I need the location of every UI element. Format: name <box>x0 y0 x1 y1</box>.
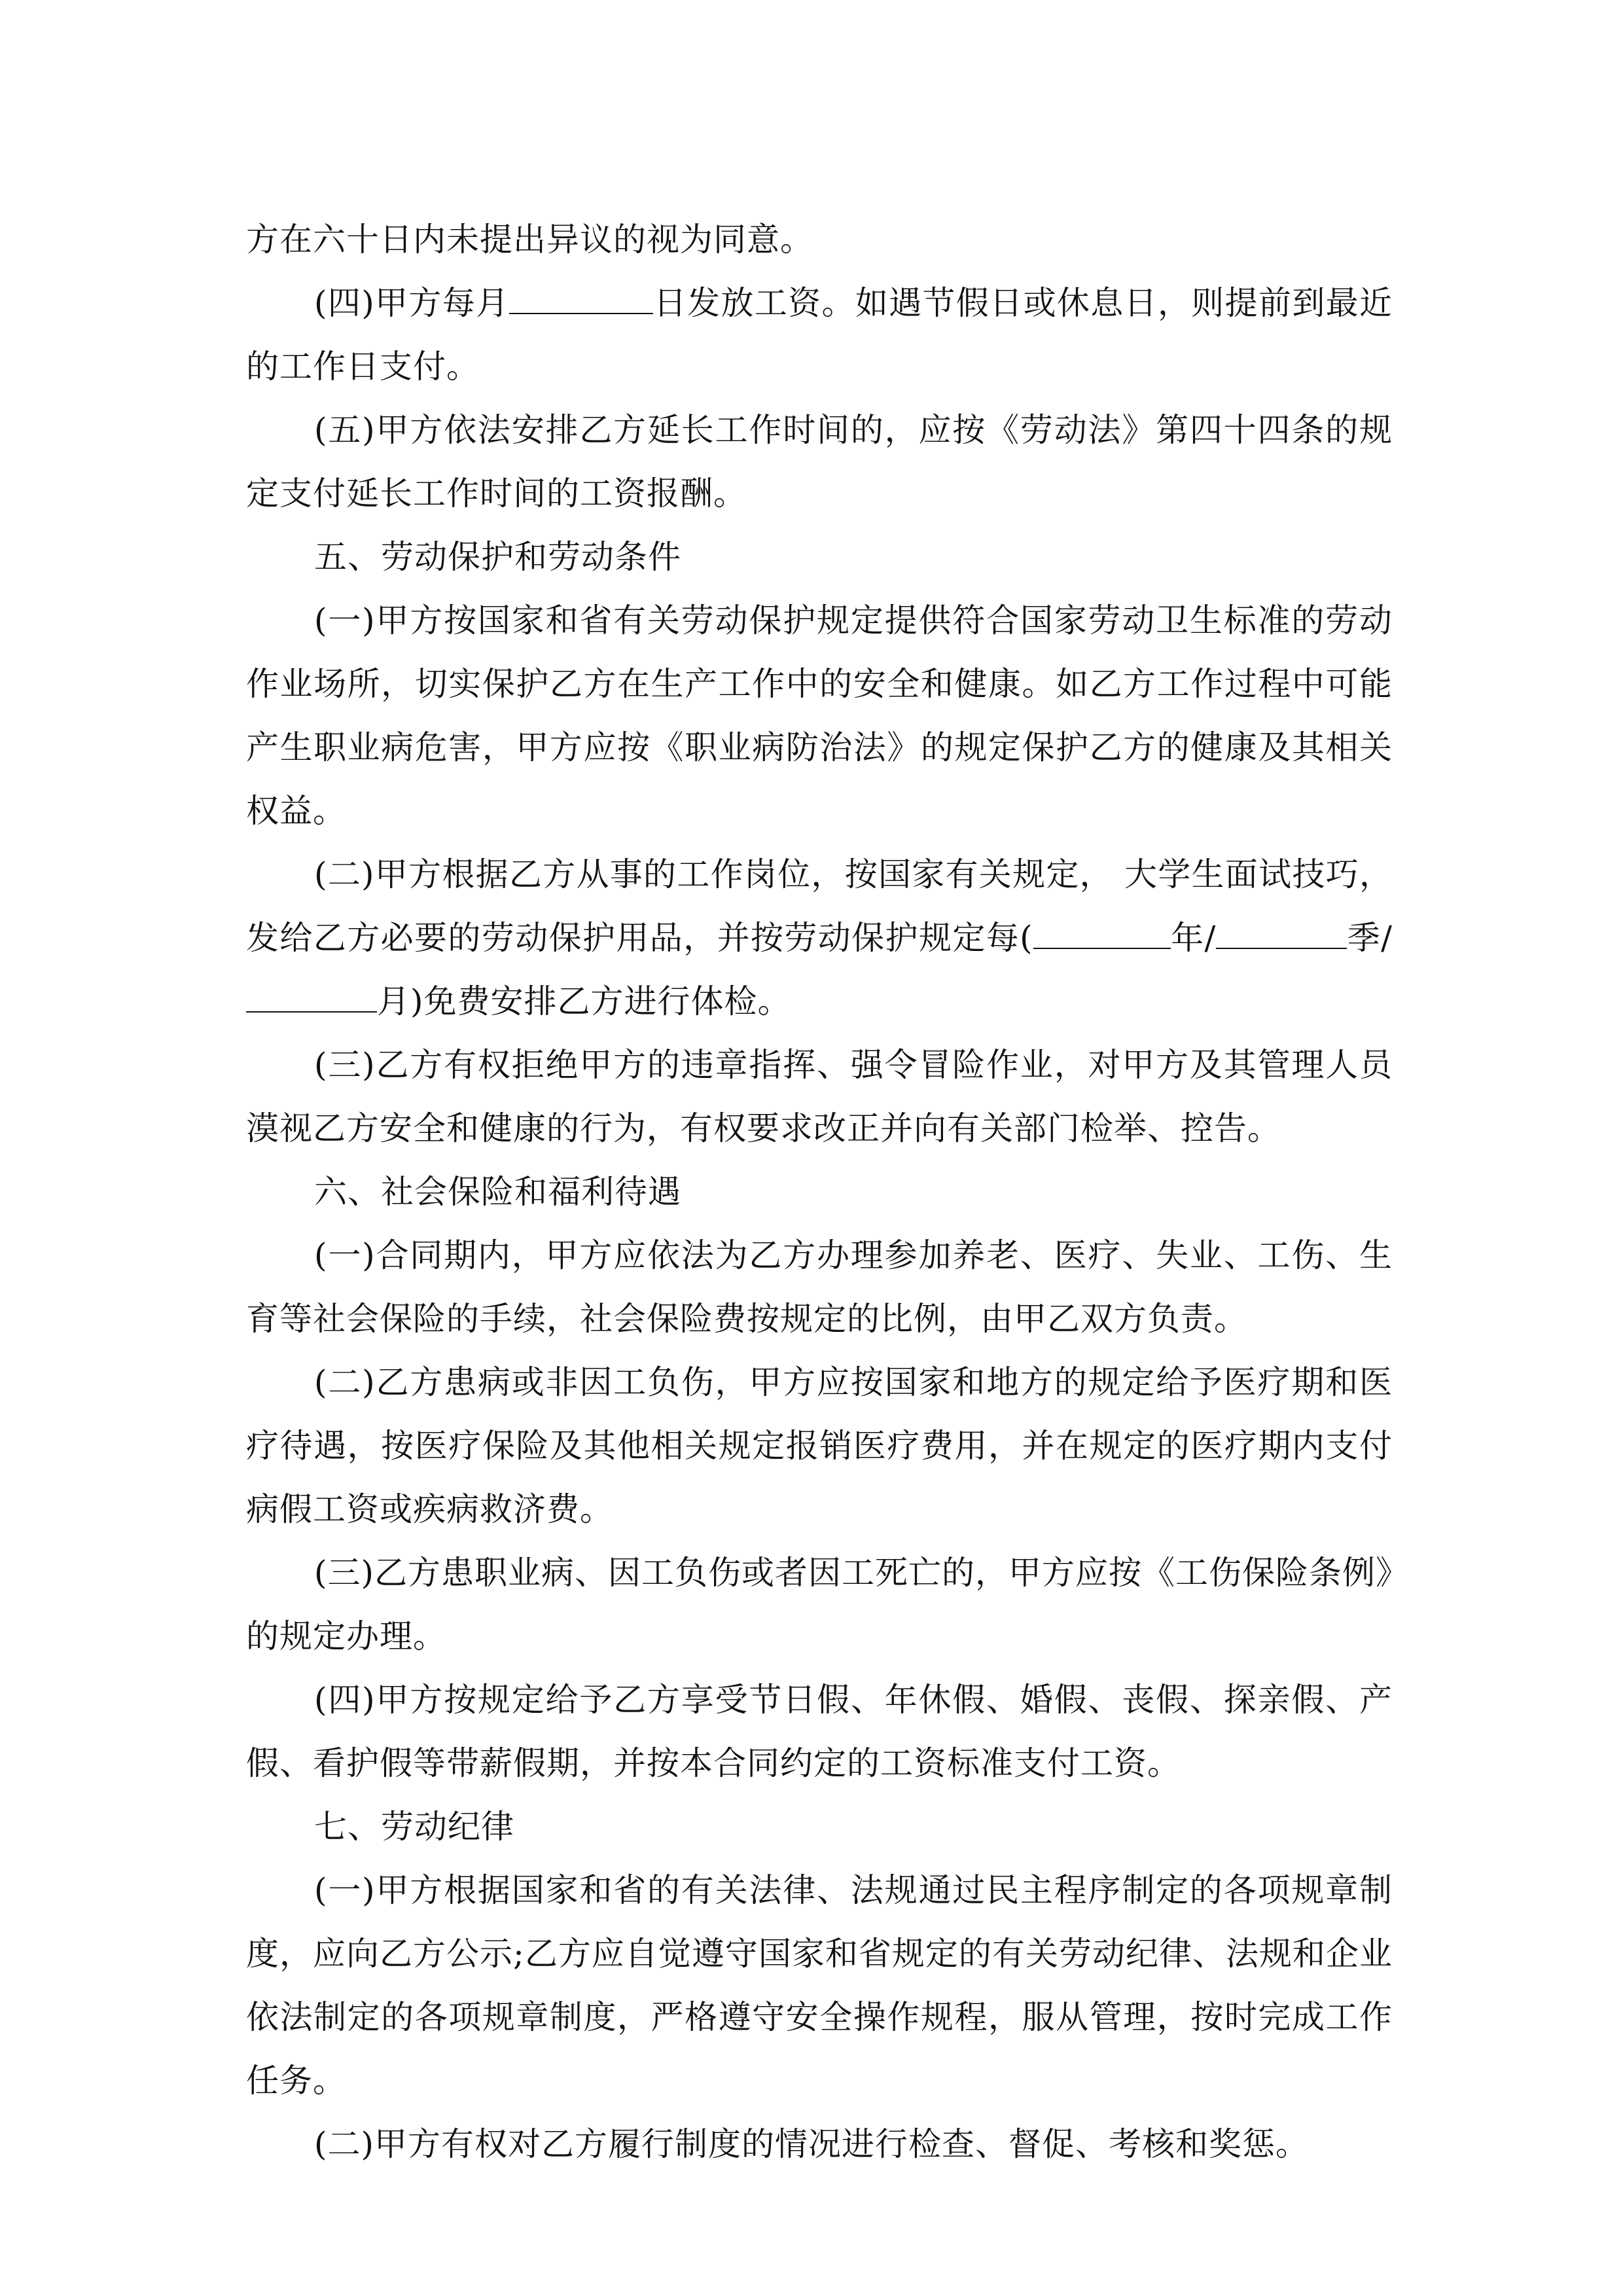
section-heading-labor-discipline: 七、劳动纪律 <box>314 1808 514 1846</box>
exam-season-label: 季/ <box>1347 919 1393 957</box>
paragraph-paid-leave: (四)甲方按规定给予乙方享受节日假、年休假、婚假、丧假、探亲假、产假、看护假等带薪假期，并按本合同约定的工资标准支付工资。 <box>246 1681 1393 1782</box>
paragraph-protective-equipment <box>246 843 1393 1033</box>
exam-month-blank[interactable] <box>246 982 377 1013</box>
salary-date-lead: (四)甲方每月 <box>314 284 510 322</box>
paragraph-refuse-unsafe-work: (三)乙方有权拒绝甲方的违章指挥、强令冒险作业，对甲方及其管理人员漠视乙方安全和健康的行为，有权要求改正并向有关部门检举、控告。 <box>246 1046 1393 1147</box>
paragraph-continuation: 方在六十日内未提出异议的视为同意。 <box>246 221 813 259</box>
paragraph-insurance-enrollment: (一)合同期内，甲方应依法为乙方办理参加养老、医疗、失业、工伤、生育等社会保险的手续，社会保险费按规定的比例，由甲乙双方负责。 <box>246 1236 1393 1338</box>
paragraph-medical-treatment: (二)乙方患病或非因工负伤，甲方应按国家和地方的规定给予医疗期和医疗待遇，按医疗保险及其他相关规定报销医疗费用，并在规定的医疗期内支付病假工资或疾病救济费。 <box>246 1363 1393 1528</box>
equipment-lead: (二)甲方根据乙方从事的工作岗位，按国家有关规定， 大学生面试技巧，发给乙方必要的劳动保护用品，并按劳动保护规定每( <box>246 855 1393 957</box>
salary-date-blank[interactable] <box>509 284 653 314</box>
exam-year-blank[interactable] <box>1033 919 1171 949</box>
section-heading-social-insurance: 六、社会保险和福利待遇 <box>314 1173 681 1211</box>
salary-date-tail: 日发放工资。如遇节假日或休息日，则提前到最近的工作日支付。 <box>246 284 1393 386</box>
exam-month-label: 月)免费安排乙方进行体检。 <box>377 982 791 1020</box>
exam-season-blank[interactable] <box>1216 919 1347 949</box>
document-body <box>246 208 1393 2176</box>
paragraph-salary-date <box>246 272 1393 399</box>
paragraph-rules-regulations: (一)甲方根据国家和省的有关法律、法规通过民主程序制定的各项规章制度，应向乙方公示;乙方应自觉遵守国家和省规定的有关劳动纪律、法规和企业依法制定的各项规章制度，严格遵守安全操作规程，服从管理，按时完成工作任务。 <box>246 1871 1393 2100</box>
paragraph-overtime-pay: (五)甲方依法安排乙方延长工作时间的，应按《劳动法》第四十四条的规定支付延长工作时间的工资报酬。 <box>246 411 1393 512</box>
paragraph-inspection-rewards: (二)甲方有权对乙方履行制度的情况进行检查、督促、考核和奖惩。 <box>314 2125 1310 2163</box>
paragraph-workplace-safety: (一)甲方按国家和省有关劳动保护规定提供符合国家劳动卫生标准的劳动作业场所，切实保护乙方在生产工作中的安全和健康。如乙方工作过程中可能产生职业病危害，甲方应按《职业病防治法》的规定保护乙方的健康及其相关权益。 <box>246 601 1393 830</box>
paragraph-work-injury: (三)乙方患职业病、因工负伤或者因工死亡的，甲方应按《工伤保险条例》的规定办理。 <box>246 1554 1393 1655</box>
exam-year-label: 年/ <box>1170 919 1217 957</box>
section-heading-labor-protection: 五、劳动保护和劳动条件 <box>314 538 681 576</box>
